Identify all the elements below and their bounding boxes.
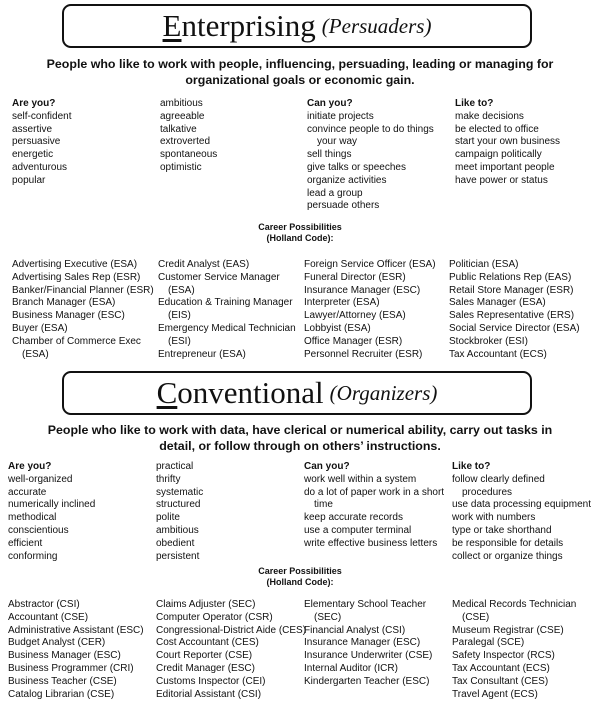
- list-item: structured: [156, 499, 201, 511]
- career-item: Emergency Medical Technician: [158, 322, 296, 334]
- list-item: work with numbers: [452, 512, 536, 524]
- career-item: Advertising Sales Rep (ESR): [12, 271, 141, 283]
- list-item: obedient: [156, 537, 195, 549]
- list-item: ambitious: [156, 524, 199, 536]
- list-item: sell things: [307, 149, 352, 161]
- career-item: Budget Analyst (CER): [8, 637, 106, 649]
- career-item: (ESI): [168, 335, 191, 347]
- list-item: time: [314, 499, 333, 511]
- conventional-are-you-col2: [156, 461, 203, 563]
- career-item: Accountant (CSE): [8, 611, 89, 623]
- career-item: Financial Analyst (CSI): [304, 624, 406, 636]
- career-item: (CSE): [462, 611, 490, 623]
- career-item: Computer Operator (CSR): [156, 611, 273, 623]
- list-item: methodical: [8, 512, 57, 524]
- career-item: Elementary School Teacher: [304, 599, 427, 610]
- list-item: convince people to do things: [307, 123, 434, 135]
- conventional-like-to: [452, 461, 591, 563]
- career-item: Credit Analyst (EAS): [158, 259, 250, 270]
- list-item: popular: [12, 174, 46, 186]
- list-item: conscientious: [8, 524, 69, 536]
- list-item: thrifty: [156, 473, 181, 485]
- career-item: Kindergarten Teacher (ESC): [304, 675, 430, 687]
- career-item: Personnel Recruiter (ESR): [304, 348, 423, 360]
- enterprising-are-you-header: Are you?: [12, 98, 56, 109]
- list-item: numerically inclined: [8, 499, 96, 511]
- career-item: Paralegal (SCE): [452, 637, 525, 649]
- conventional-description: People who like to work with data, have clerical or numerical ability, carry out tasks in detail, or follow through on others’ instructions.: [47, 423, 553, 453]
- career-item: (ESA): [168, 284, 195, 296]
- list-item: follow clearly defined: [452, 473, 545, 485]
- enterprising-subtitle: (Persuaders): [321, 13, 432, 38]
- list-item: give talks or speeches: [307, 161, 406, 173]
- career-item: Editorial Assistant (CSI): [156, 688, 262, 700]
- career-item: Internal Auditor (ICR): [304, 662, 398, 674]
- career-item: Abstractor (CSI): [8, 599, 80, 610]
- list-item: procedures: [462, 486, 513, 498]
- career-item: Tax Accountant (ECS): [452, 662, 550, 674]
- career-item: Entrepreneur (ESA): [158, 348, 246, 360]
- career-item: Tax Consultant (CES): [452, 675, 549, 687]
- conventional-career-header: Career Possibilities (Holland Code):: [258, 566, 342, 587]
- list-item: type or take shorthand: [452, 524, 552, 536]
- career-item: Office Manager (ESR): [304, 335, 403, 347]
- career-item: Administrative Assistant (ESC): [8, 624, 144, 636]
- list-item: work well within a system: [304, 473, 417, 485]
- list-item: have power or status: [455, 174, 548, 186]
- enterprising-title: Enterprising: [162, 8, 316, 43]
- career-item: Business Manager (ESC): [12, 310, 125, 322]
- conventional-are-you-col1: [8, 461, 95, 563]
- career-item: Customs Inspector (CEI): [156, 675, 266, 687]
- list-item: agreeable: [160, 110, 205, 122]
- enterprising-careers-col1: [12, 259, 154, 361]
- career-item: Interpreter (ESA): [304, 297, 380, 309]
- career-item: Retail Store Manager (ESR): [449, 284, 574, 296]
- career-item: (EIS): [168, 310, 191, 322]
- list-item: use a computer terminal: [304, 524, 412, 536]
- list-item: meet important people: [455, 161, 555, 173]
- list-item: start your own business: [455, 136, 561, 148]
- list-item: polite: [156, 512, 180, 524]
- career-item: Social Service Director (ESA): [449, 322, 580, 334]
- career-item: Sales Manager (ESA): [449, 297, 546, 309]
- list-item: use data processing equipment: [452, 499, 591, 511]
- career-item: Foreign Service Officer (ESA): [304, 259, 436, 270]
- list-item: spontaneous: [160, 149, 218, 161]
- career-item: Education & Training Manager: [158, 297, 293, 309]
- list-item: make decisions: [455, 110, 524, 122]
- career-item: Branch Manager (ESA): [12, 297, 116, 309]
- list-item: organize activities: [307, 174, 387, 186]
- enterprising-title-box: [62, 4, 532, 48]
- career-item: Insurance Manager (ESC): [304, 284, 421, 296]
- enterprising-can-you: [307, 98, 434, 213]
- list-item: conforming: [8, 550, 58, 562]
- list-item: your way: [317, 136, 358, 148]
- list-item: do a lot of paper work in a short: [304, 486, 445, 498]
- career-item: Credit Manager (ESC): [156, 662, 255, 674]
- list-item: efficient: [8, 537, 43, 549]
- career-item: Catalog Librarian (CSE): [8, 688, 115, 700]
- enterprising-careers-col2: [158, 259, 296, 361]
- list-item: initiate projects: [307, 110, 374, 122]
- list-item: write effective business letters: [304, 537, 438, 549]
- career-item: Banker/Financial Planner (ESR): [12, 284, 154, 296]
- list-item: lead a group: [307, 187, 363, 199]
- enterprising-careers-col3: [304, 259, 436, 361]
- list-item: campaign politically: [455, 149, 542, 161]
- list-item: be responsible for details: [452, 537, 564, 549]
- career-item: Insurance Manager (ESC): [304, 637, 421, 649]
- career-item: Funeral Director (ESR): [304, 271, 406, 283]
- enterprising-career-header: Career Possibilities (Holland Code):: [258, 222, 342, 243]
- enterprising-can-you-header: Can you?: [307, 98, 353, 109]
- career-item: Business Teacher (CSE): [8, 675, 117, 687]
- career-item: Medical Records Technician: [452, 599, 577, 610]
- career-item: Insurance Underwriter (CSE): [304, 650, 433, 662]
- list-item: collect or organize things: [452, 550, 563, 562]
- career-item: Congressional-District Aide (CES): [156, 624, 307, 636]
- conventional-can-you: [304, 461, 444, 551]
- career-item: Claims Adjuster (SEC): [156, 599, 256, 610]
- career-item: Tax Accountant (ECS): [449, 348, 547, 360]
- career-item: Lawyer/Attorney (ESA): [304, 310, 406, 322]
- enterprising-like-to: [455, 98, 560, 188]
- list-item: adventurous: [12, 161, 68, 173]
- career-item: Chamber of Commerce Exec: [12, 335, 141, 347]
- career-item: (ESA): [22, 348, 49, 360]
- list-item: energetic: [12, 149, 54, 161]
- list-item: persuade others: [307, 200, 380, 212]
- conventional-careers-col3: [304, 599, 432, 689]
- conventional-careers-col4: [452, 599, 576, 701]
- career-item: Safety Inspector (RCS): [452, 650, 555, 662]
- career-item: Customer Service Manager: [158, 271, 280, 283]
- conventional-subtitle: (Organizers): [329, 380, 438, 405]
- career-item: Politician (ESA): [449, 259, 519, 270]
- list-item: keep accurate records: [304, 512, 403, 524]
- career-item: Lobbyist (ESA): [304, 322, 371, 334]
- list-item: self-confident: [12, 110, 72, 122]
- career-item: Museum Registrar (CSE): [452, 624, 564, 636]
- list-item: ambitious: [160, 98, 203, 109]
- conventional-title-box: [62, 371, 532, 415]
- career-item: Cost Accountant (CES): [156, 637, 259, 649]
- career-item: Public Relations Rep (EAS): [449, 271, 572, 283]
- conventional-can-you-header: Can you?: [304, 461, 350, 472]
- enterprising-description: People who like to work with people, influencing, persuading, leading or managing for organizational goals or economic gain.: [46, 57, 554, 87]
- list-item: talkative: [160, 123, 197, 135]
- career-item: Court Reporter (CSE): [156, 650, 253, 662]
- list-item: be elected to office: [455, 123, 539, 135]
- career-item: Business Programmer (CRI): [8, 662, 134, 674]
- career-item: Stockbroker (ESI): [449, 335, 528, 347]
- career-item: Business Manager (ESC): [8, 650, 121, 662]
- list-item: well-organized: [8, 473, 73, 485]
- list-item: optimistic: [160, 161, 202, 173]
- career-item: Buyer (ESA): [12, 322, 68, 334]
- enterprising-like-to-header: Like to?: [455, 98, 494, 109]
- conventional-title: Conventional: [156, 375, 324, 410]
- career-item: Advertising Executive (ESA): [12, 259, 138, 270]
- career-item: Travel Agent (ECS): [452, 688, 538, 700]
- conventional-careers-col2: [156, 599, 306, 701]
- list-item: practical: [156, 461, 194, 472]
- list-item: assertive: [12, 123, 53, 135]
- career-item: (SEC): [314, 611, 342, 623]
- conventional-careers-col1: [8, 599, 144, 701]
- list-item: accurate: [8, 486, 47, 498]
- list-item: extroverted: [160, 136, 211, 148]
- enterprising-are-you-col1: [12, 98, 71, 188]
- list-item: systematic: [156, 486, 204, 498]
- enterprising-careers-col4: [449, 259, 580, 361]
- career-item: Sales Representative (ERS): [449, 310, 575, 322]
- enterprising-are-you-col2: [160, 98, 217, 175]
- list-item: persuasive: [12, 136, 61, 148]
- conventional-are-you-header: Are you?: [8, 461, 52, 472]
- list-item: persistent: [156, 550, 200, 562]
- conventional-like-to-header: Like to?: [452, 461, 491, 472]
